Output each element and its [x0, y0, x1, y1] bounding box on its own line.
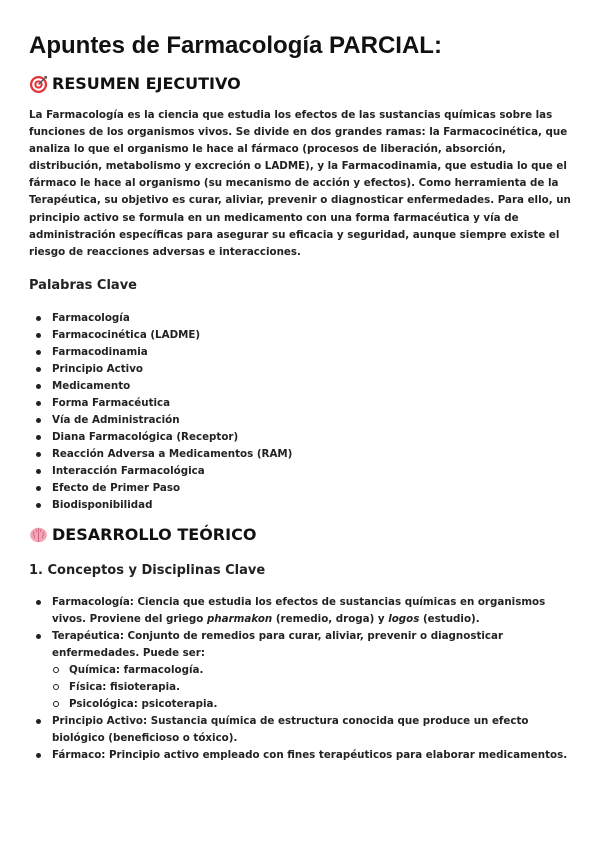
summary-heading-text: RESUMEN EJECUTIVO: [52, 74, 241, 93]
list-item: Forma Farmacéutica: [29, 395, 574, 412]
list-item: Farmacodinamia: [29, 344, 574, 361]
concepts-list: [29, 594, 574, 764]
keywords-heading: Palabras Clave: [29, 277, 137, 293]
concept-principio-activo: Principio Activo: Sustancia química de estructura conocida que produce un efecto biológico (beneficioso o tóxico).: [29, 713, 574, 747]
concepts-subheading: 1. Conceptos y Disciplinas Clave: [29, 562, 266, 578]
list-item: Biodisponibilidad: [29, 497, 574, 514]
summary-heading: [29, 71, 574, 97]
document-title: Apuntes de Farmacología PARCIAL:: [29, 32, 442, 59]
concept-farmacologia: [29, 594, 574, 628]
summary-paragraph: La Farmacología es la ciencia que estudia los efectos de las sustancias químicas sobre las funciones de los organismos vivos. Se divide en dos grandes ramas: la Farmacocinética, que analiza lo que el organismo le hace al fármaco (procesos de liberación, absorción, distribución, metabolismo y excreción o LADME), y la Farmacodinamia, que estudia lo que el fármaco le hace al organismo (su mecanismo de acción y efectos). Como herramienta de la Terapéutica, su objetivo es curar, aliviar, prevenir o diagnosticar enfermedades. Para ello, un principio activo se formula en un medicamento con una forma farmacéutica y vía de administración específicas para asegurar su eficacia y seguridad, aunque siempre existe el riesgo de reacciones adversas e interacciones.: [29, 109, 571, 258]
terapeutica-sublist: [52, 662, 574, 713]
terapeutica-text: Terapéutica: Conjunto de remedios para curar, aliviar, prevenir o diagnosticar enfermedades. Puede ser:: [52, 629, 504, 659]
list-item: Efecto de Primer Paso: [29, 480, 574, 497]
list-item: Principio Activo: [29, 361, 574, 378]
list-item: Interacción Farmacológica: [29, 463, 574, 480]
theory-heading-text: DESARROLLO TEÓRICO: [52, 524, 257, 544]
list-item: Medicamento: [29, 378, 574, 395]
list-item: Física: fisioterapia.: [52, 679, 574, 696]
document-page: [29, 30, 574, 764]
greek-term-pharmakon: pharmakon: [206, 612, 273, 625]
list-item: Diana Farmacológica (Receptor): [29, 429, 574, 446]
direct-hit-target-icon: [29, 75, 48, 94]
concept-terapeutica: [29, 628, 574, 713]
greek-term-logos: logos: [388, 612, 420, 625]
concept-farmaco: Fármaco: Principio activo empleado con fines terapéuticos para elaborar medicamentos.: [29, 747, 574, 764]
theory-heading: [29, 522, 574, 548]
list-item: Vía de Administración: [29, 412, 574, 429]
list-item: Farmacocinética (LADME): [29, 327, 574, 344]
farmacologia-lead: Farmacología: Ciencia que estudia los efectos de sustancias químicas en organismos vivos. Proviene del griego: [52, 595, 546, 625]
list-item: Farmacología: [29, 310, 574, 327]
list-item: Química: farmacología.: [52, 662, 574, 679]
farmacologia-tail: (estudio).: [419, 612, 480, 625]
list-item: Psicológica: psicoterapia.: [52, 696, 574, 713]
farmacologia-middle: (remedio, droga) y: [272, 612, 389, 625]
list-item: Reacción Adversa a Medicamentos (RAM): [29, 446, 574, 463]
brain-icon: [29, 525, 48, 544]
keywords-list: [29, 310, 574, 514]
